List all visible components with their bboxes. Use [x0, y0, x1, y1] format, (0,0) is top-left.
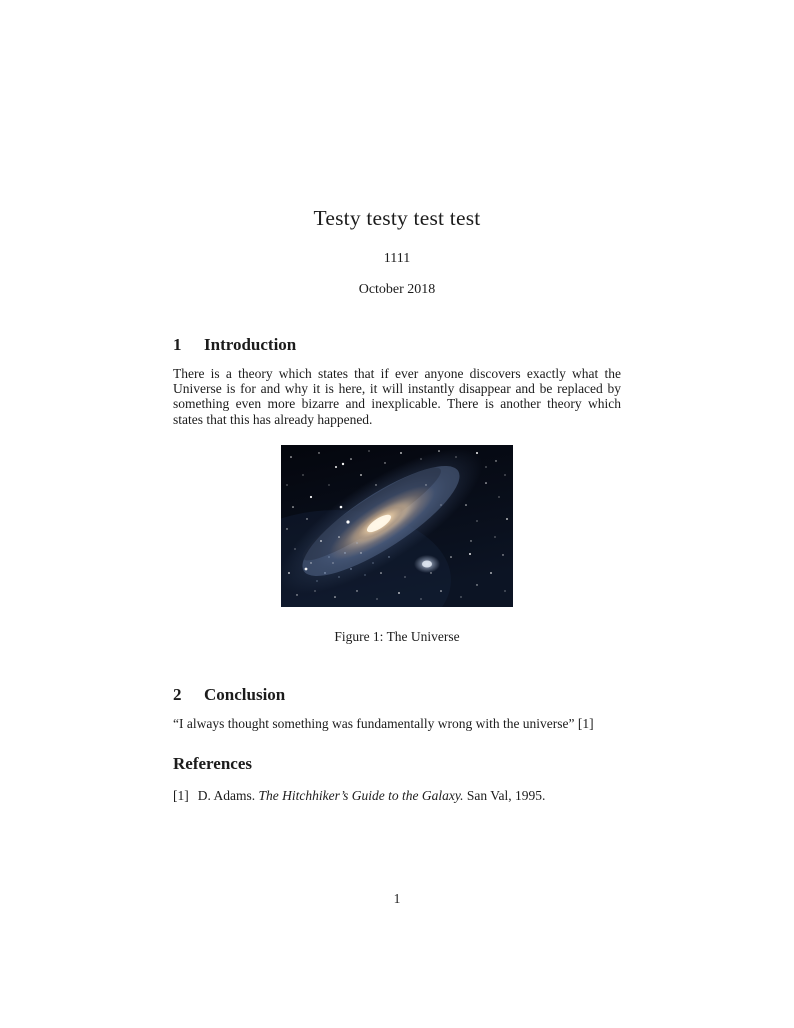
paper-date: October 2018: [358, 282, 436, 297]
document-content: [173, 0, 621, 803]
conclusion-quote: “I always thought something was fundamentally wrong with the universe” [1]: [173, 715, 594, 731]
section-number: 1: [173, 335, 182, 354]
figure-block: [173, 445, 621, 645]
paper-author: 1111: [383, 251, 411, 266]
section-heading-introduction: [173, 335, 621, 355]
reference-label: [1]: [173, 788, 189, 804]
reference-title: The Hitchhiker’s Guide to the Galaxy.: [258, 788, 464, 804]
reference-publisher: San Val, 1995.: [463, 788, 546, 804]
introduction-paragraph: There is a theory which states that if ever anyone discovers exactly what the Universe is for and why it is here, it will instantly disappear and be replaced by something even more bizarre and inexplicable. There is another theory which states that this has already happened.: [173, 366, 621, 427]
figure-caption: Figure 1: The Universe: [334, 628, 460, 644]
section-heading-conclusion: [173, 685, 621, 705]
paper-title: Testy testy test test: [313, 206, 481, 230]
page-number: 1: [393, 891, 401, 906]
section-title: Conclusion: [204, 684, 286, 704]
section-number: 2: [173, 684, 182, 704]
reference-entry: [173, 788, 621, 803]
section-title: Introduction: [204, 335, 297, 354]
reference-authors: D. Adams.: [197, 788, 259, 804]
reference-text: [198, 788, 546, 803]
references-heading: References: [173, 754, 252, 774]
andromeda-galaxy-image: [281, 445, 513, 607]
